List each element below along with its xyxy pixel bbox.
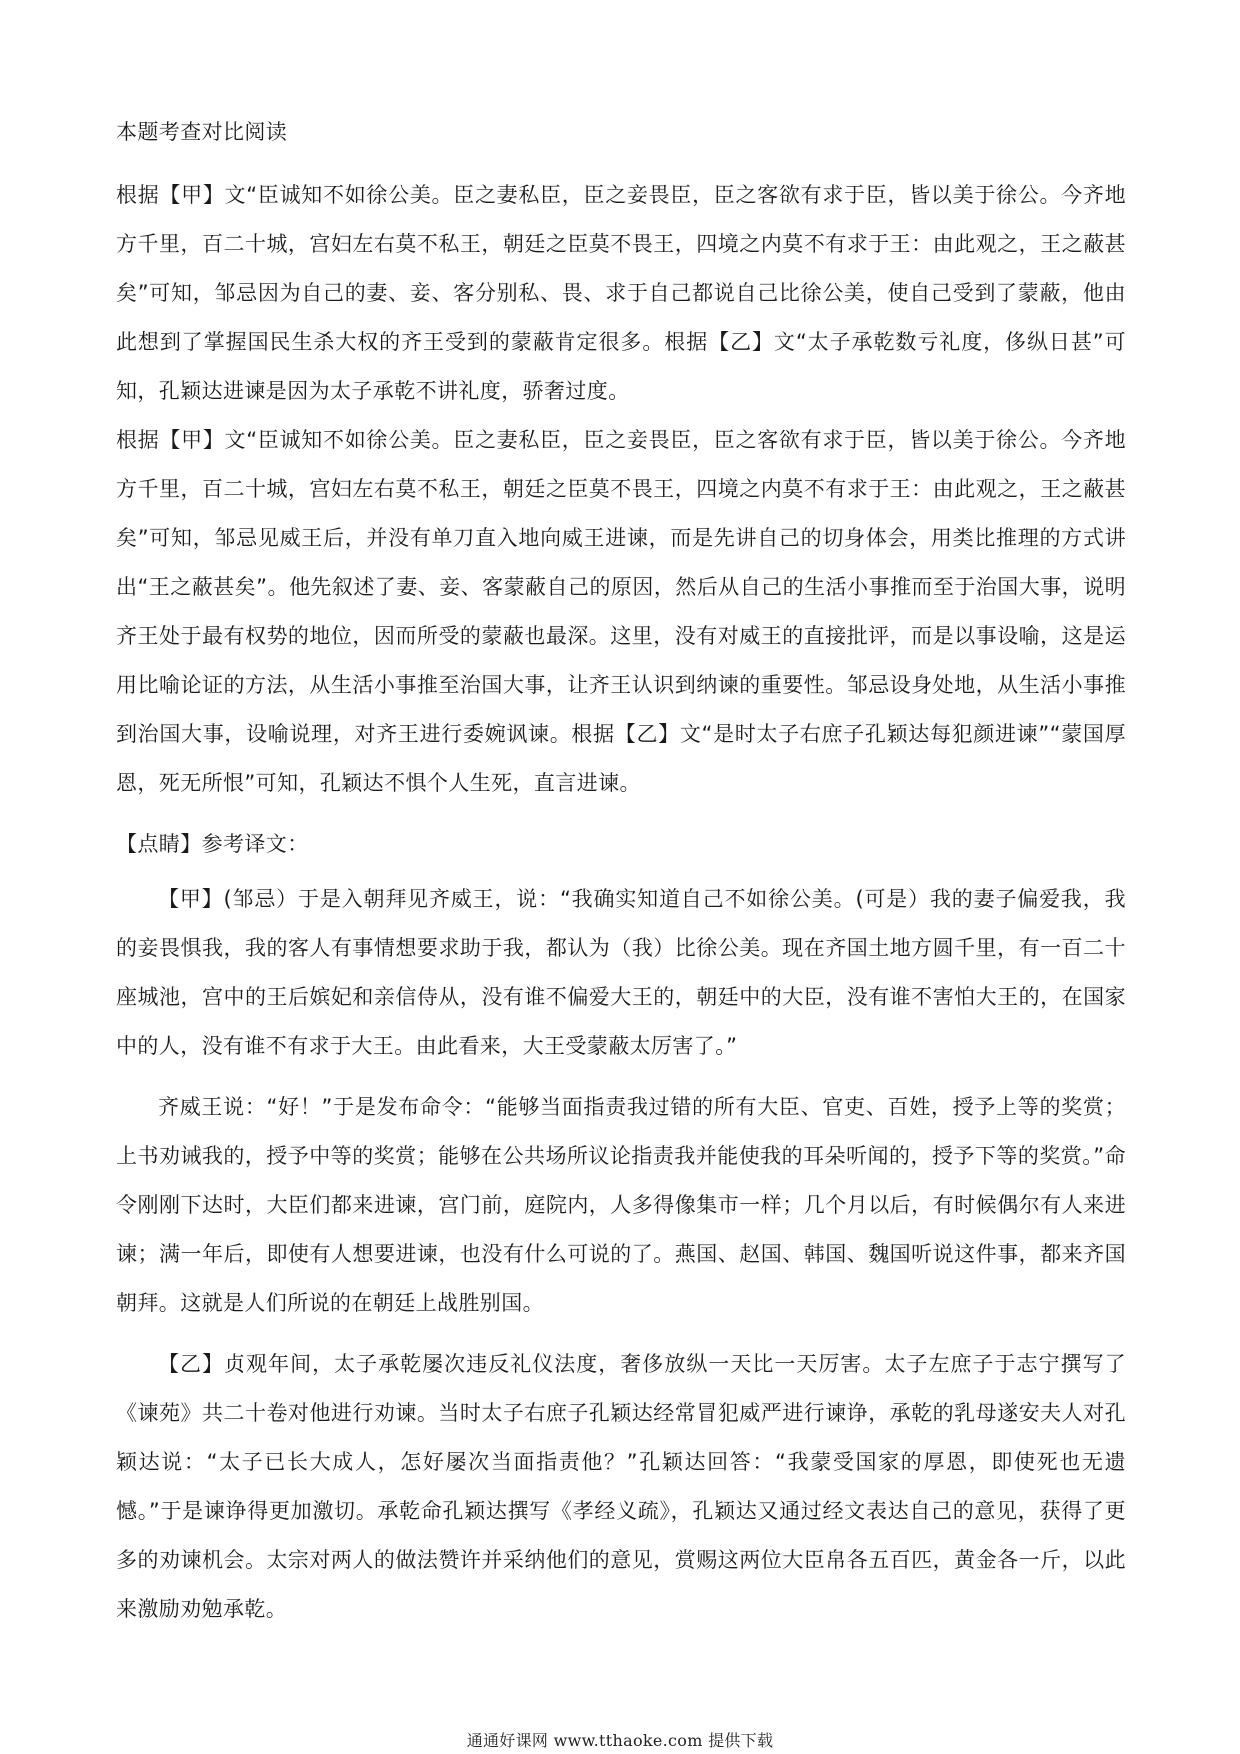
document-body <box>116 108 1126 1634</box>
section-heading: 本题考查对比阅读 <box>116 120 288 144</box>
tips-label: 【点睛】参考译文： <box>116 832 309 856</box>
translation-paragraph-king: 齐威王说：“好！”于是发布命令：“能够当面指责我过错的所有大臣、官吏、百姓，授予上等的奖赏；上书劝诫我的，授予中等的奖赏；能够在公共场所议论指责我并能使我的耳朵听闻的，授予下等的奖赏。”命令刚刚下达时，大臣们都来进谏，宫门前，庭院内，人多得像集市一样；几个月以后，有时候偶尔有人来进谏；满一年后，即使有人想要进谏，也没有什么可说的了。燕国、赵国、韩国、魏国听说这件事，都来齐国朝拜。这就是人们所说的在朝廷上战胜别国。 <box>116 1095 1126 1315</box>
translation-paragraph-jia: 【甲】(邹忌）于是入朝拜见齐威王，说：“我确实知道自己不如徐公美。(可是）我的妻子偏爱我，我的妾畏惧我，我的客人有事情想要求助于我，都认为（我）比徐公美。现在齐国土地方圆千里，有一百二十座城池，宫中的王后嫔妃和亲信侍从，没有谁不偏爱大王的，朝廷中的大臣，没有谁不害怕大王的，在国家中的人，没有谁不有求于大王。由此看来，大王受蒙蔽太厉害了。” <box>116 887 1126 1058</box>
page-footer: 通通好课网 www.tthaoke.com 提供下载 <box>466 1731 774 1750</box>
translation-paragraph-yi: 【乙】贞观年间，太子承乾屡次违反礼仪法度，奢侈放纵一天比一天厉害。太子左庶子于志宁撰写了《谏苑》共二十卷对他进行劝谏。当时太子右庶子孔颖达经常冒犯威严进行谏诤，承乾的乳母遂安夫人对孔颖达说：“太子已长大成人，怎好屡次当面指责他？”孔颖达回答：“我蒙受国家的厚恩，即使死也无遗憾。”于是谏诤得更加激切。承乾命孔颖达撰写《孝经义疏》，孔颖达又通过经文表达自己的意见，获得了更多的劝谏机会。太宗对两人的做法赞许并采纳他们的意见，赏赐这两位大臣帛各五百匹，黄金各一斤，以此来激励劝勉承乾。 <box>116 1352 1126 1621</box>
analysis-paragraph-1: 根据【甲】文“臣诚知不如徐公美。臣之妻私臣，臣之妾畏臣，臣之客欲有求于臣，皆以美于徐公。今齐地方千里，百二十城，宫妇左右莫不私王，朝廷之臣莫不畏王，四境之内莫不有求于王：由此观之，王之蔽甚矣”可知，邹忌因为自己的妻、妾、客分别私、畏、求于自己都说自己比徐公美，使自己受到了蒙蔽，他由此想到了掌握国民生杀大权的齐王受到的蒙蔽肯定很多。根据【乙】文“太子承乾数亏礼度，侈纵日甚”可知，孔颖达进谏是因为太子承乾不讲礼度，骄奢过度。 <box>116 183 1126 403</box>
analysis-paragraph-2: 根据【甲】文“臣诚知不如徐公美。臣之妻私臣，臣之妾畏臣，臣之客欲有求于臣，皆以美于徐公。今齐地方千里，百二十城，宫妇左右莫不私王，朝廷之臣莫不畏王，四境之内莫不有求于王：由此观之，王之蔽甚矣”可知，邹忌见威王后，并没有单刀直入地向威王进谏，而是先讲自己的切身体会，用类比推理的方式讲出“王之蔽甚矣”。他先叙述了妻、妾、客蒙蔽自己的原因，然后从自己的生活小事推而至于治国大事，说明齐王处于最有权势的地位，因而所受的蒙蔽也最深。这里，没有对威王的直接批评，而是以事设喻，这是运用比喻论证的方法，从生活小事推至治国大事，让齐王认识到纳谏的重要性。邹忌设身处地，从生活小事推到治国大事，设喻说理，对齐王进行委婉讽谏。根据【乙】文“是时太子右庶子孔颖达每犯颜进谏”“蒙国厚恩，死无所恨”可知，孔颖达不惧个人生死，直言进谏。 <box>116 428 1126 795</box>
